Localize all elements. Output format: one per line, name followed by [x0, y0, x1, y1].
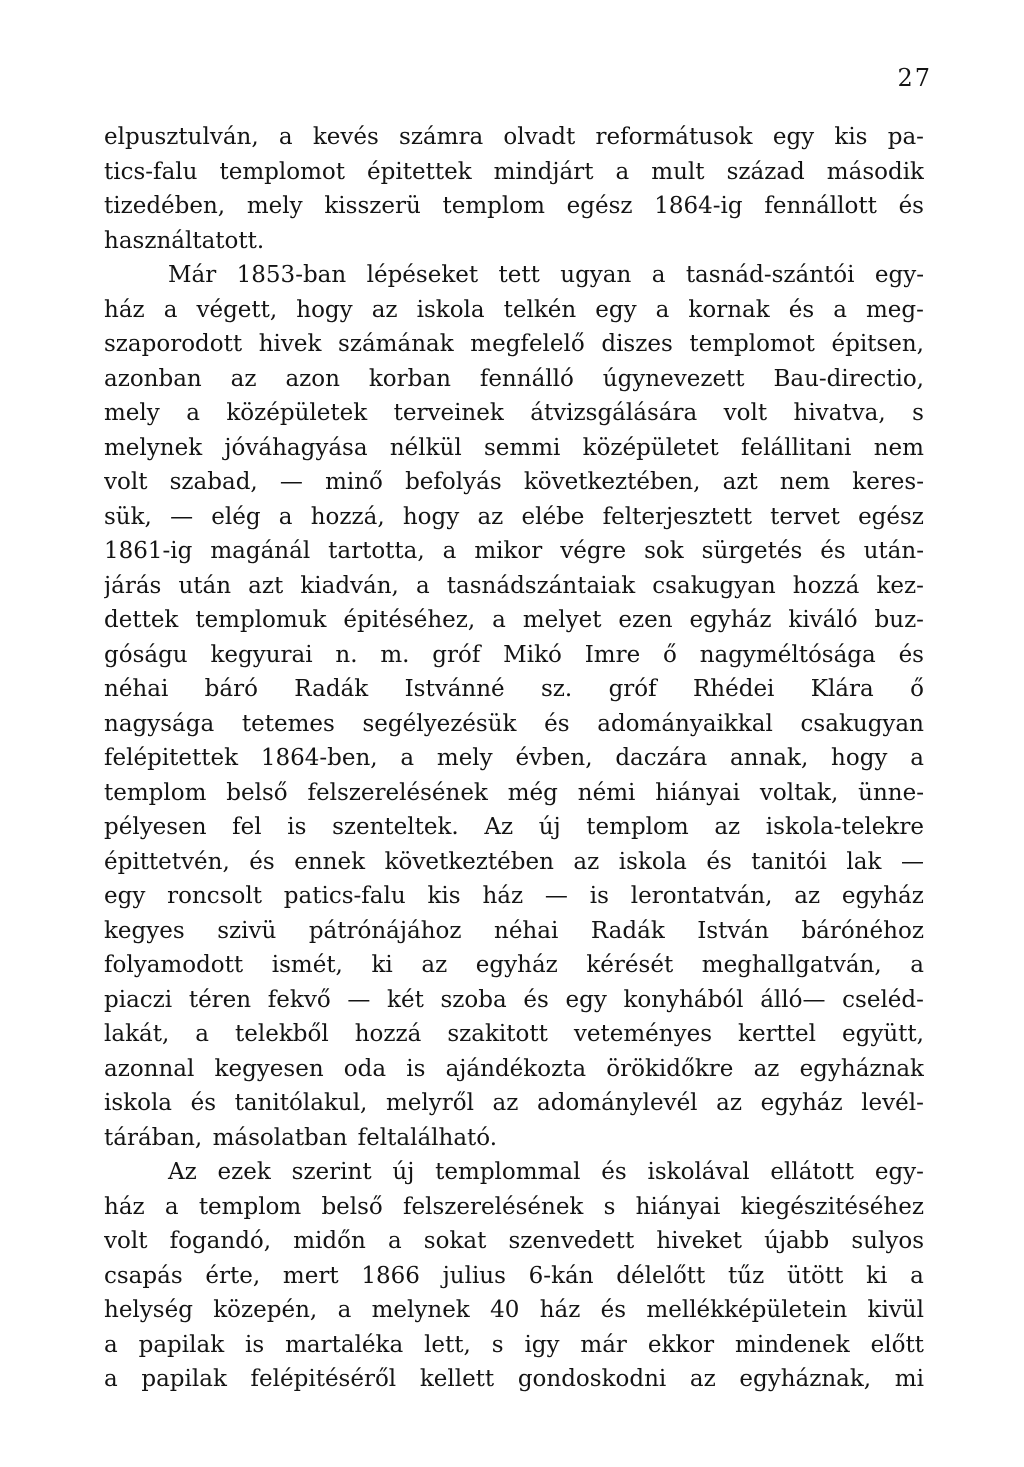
text-line: a papilak felépitéséről kellett gondoskodni az egyháznak, mi	[104, 1366, 924, 1392]
text-line: csapás érte, mert 1866 julius 6-kán délelőtt tűz ütött ki a	[104, 1262, 924, 1289]
text-line: lakát, a telekből hozzá szakitott veteményes kerttel együtt,	[104, 1021, 924, 1047]
text-line: egy roncsolt patics-falu kis ház — is lerontatván, az egyház	[104, 883, 924, 909]
text-line: elpusztulván, a kevés számra olvadt reformátusok egy kis pa-	[104, 124, 924, 150]
page-body-text	[104, 120, 924, 1397]
text-line: ház a templom belső felszerelésének s hiányai kiegészitéséhez	[104, 1193, 924, 1220]
text-line: piaczi téren fekvő — két szoba és egy konyhából álló— cseléd-	[104, 986, 924, 1013]
page-number: 27	[897, 64, 932, 92]
text-line: tárában, másolatban feltalálható.	[104, 1124, 498, 1151]
text-line: kegyes szivü pátrónájához néhai Radák István bárónéhoz	[104, 917, 924, 944]
text-line: Az ezek szerint új templommal és iskolával ellátott egy-	[168, 1159, 924, 1185]
text-line: melynek jóváhagyása nélkül semmi középületet felállitani nem	[104, 434, 924, 461]
text-line: helység közepén, a melynek 40 ház és mellékképületein kivül	[104, 1297, 924, 1323]
text-line: tics-falu templomot épitettek mindjárt a mult század második	[104, 158, 924, 185]
text-line: volt szabad, — minő befolyás következtében, azt nem keres-	[104, 469, 924, 495]
text-line: felépitettek 1864-ben, a mely évben, daczára annak, hogy a	[104, 745, 924, 771]
text-line: nagysága tetemes segélyezésük és adományaikkal csakugyan	[104, 710, 924, 737]
text-line: folyamodott ismét, ki az egyház kérését meghallgatván, a	[104, 952, 924, 978]
text-line: ház a végett, hogy az iskola telkén egy a kornak és a meg-	[104, 296, 924, 323]
text-line: volt fogandó, midőn a sokat szenvedett hiveket újabb sulyos	[104, 1228, 924, 1254]
text-line: használtatott.	[104, 227, 265, 254]
text-line: azonnal kegyesen oda is ajándékozta örökidőkre az egyháznak	[104, 1055, 924, 1082]
text-line: templom belső felszerelésének még némi hiányai voltak, ünne-	[104, 779, 924, 806]
text-line: dettek templomuk épitéséhez, a melyet ezen egyház kiváló buz-	[104, 607, 924, 633]
text-line: pélyesen fel is szenteltek. Az új templom az iskola-telekre	[104, 814, 924, 840]
text-line: mely a középületek terveinek átvizsgálására volt hivatva, s	[104, 400, 924, 426]
text-line: szaporodott hivek számának megfelelő diszes templomot épitsen,	[104, 331, 924, 357]
text-line: a papilak is martaléka lett, s igy már ekkor mindenek előtt	[104, 1331, 924, 1358]
text-line: épittetvén, és ennek következtében az iskola és tanitói lak —	[104, 848, 924, 875]
text-line: iskola és tanitólakul, melyről az adománylevél az egyház levél-	[104, 1090, 924, 1116]
text-line: sük, — elég a hozzá, hogy az elébe felterjesztett tervet egész	[104, 503, 924, 530]
text-line: góságu kegyurai n. m. gróf Mikó Imre ő nagyméltósága és	[104, 641, 924, 668]
text-line: azonban az azon korban fennálló úgynevezett Bau-directio,	[104, 365, 924, 392]
text-line: járás után azt kiadván, a tasnádszántaiak csakugyan hozzá kez-	[104, 572, 924, 599]
text-line: Már 1853-ban lépéseket tett ugyan a tasnád-szántói egy-	[168, 262, 924, 288]
text-line: tizedében, mely kisszerü templom egész 1864-ig fennállott és	[104, 193, 924, 219]
text-line: néhai báró Radák Istvánné sz. gróf Rhédei Klára ő	[104, 676, 924, 702]
text-line: 1861-ig magánál tartotta, a mikor végre sok sürgetés és után-	[104, 538, 924, 564]
